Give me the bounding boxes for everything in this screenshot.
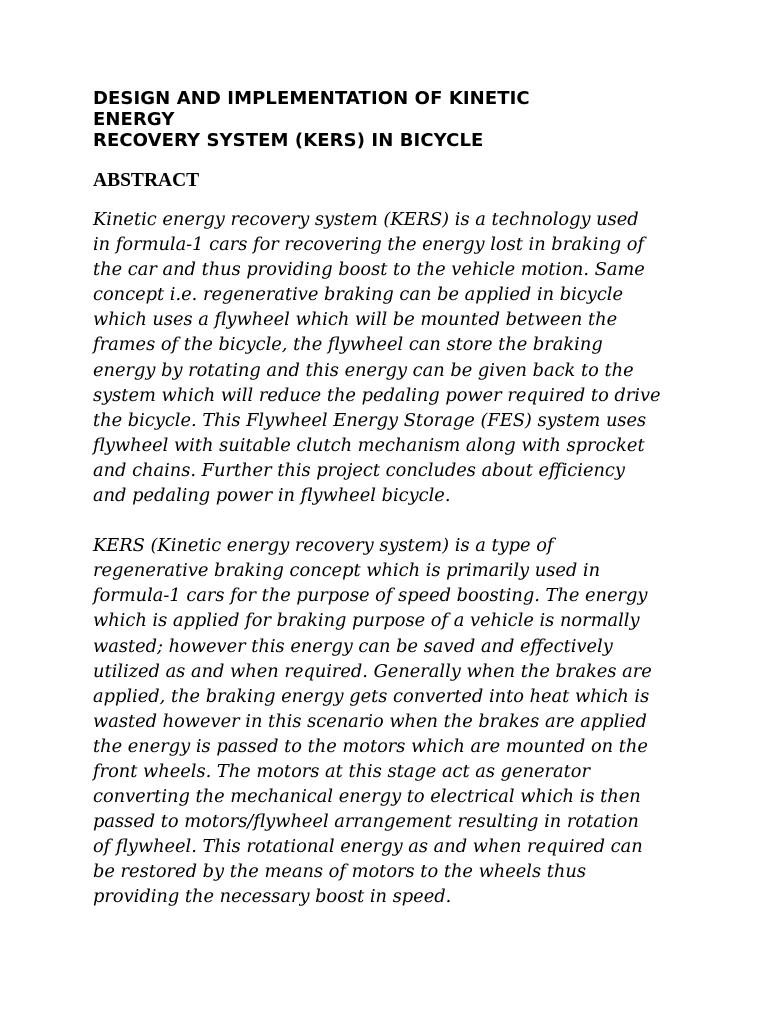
body-paragraph <box>93 533 683 909</box>
text-line: the energy is passed to the motors which are mounted on the <box>93 735 648 757</box>
text-line: which uses a flywheel which will be mounted between the <box>93 309 618 331</box>
title-line: DESIGN AND IMPLEMENTATION OF KINETIC <box>93 88 530 109</box>
text-line: KERS (Kinetic energy recovery system) is a type of <box>93 535 554 557</box>
text-line: formula-1 cars for the purpose of speed boosting. The energy <box>93 585 648 607</box>
text-line: converting the mechanical energy to electrical which is then <box>93 786 641 808</box>
text-line: applied, the braking energy gets converted into heat which is <box>93 685 650 707</box>
text-line: of flywheel. This rotational energy as and when required can <box>93 836 643 858</box>
text-line: flywheel with suitable clutch mechanism along with sprocket <box>93 434 645 456</box>
text-line: system which will reduce the pedaling power required to drive <box>93 384 661 406</box>
text-line: concept i.e. regenerative braking can be applied in bicycle <box>93 284 623 306</box>
text-line: which is applied for braking purpose of a vehicle is normally <box>93 610 640 632</box>
text-line: regenerative braking concept which is primarily used in <box>93 560 601 582</box>
text-line: providing the necessary boost in speed. <box>93 886 452 908</box>
document-page <box>93 88 683 910</box>
title-line: RECOVERY SYSTEM (KERS) IN BICYCLE <box>93 130 484 151</box>
text-line: wasted however in this scenario when the brakes are applied <box>93 710 647 732</box>
title-line: ENERGY <box>93 109 175 130</box>
text-line: Kinetic energy recovery system (KERS) is a technology used <box>93 209 639 230</box>
text-line: passed to motors/flywheel arrangement resulting in rotation <box>93 811 639 833</box>
text-line: the bicycle. This Flywheel Energy Storage (FES) system uses <box>93 409 647 431</box>
abstract-heading: ABSTRACT <box>93 170 200 191</box>
text-line: utilized as and when required. Generally when the brakes are <box>93 660 652 682</box>
text-line: and pedaling power in flywheel bicycle. <box>93 485 451 507</box>
text-line: and chains. Further this project concludes about efficiency <box>93 459 625 481</box>
abstract-paragraph <box>93 207 683 508</box>
text-line: in formula-1 cars for recovering the energy lost in braking of <box>93 234 645 256</box>
text-line: frames of the bicycle, the flywheel can store the braking <box>93 334 603 356</box>
text-line: energy by rotating and this energy can be given back to the <box>93 359 634 381</box>
text-line: front wheels. The motors at this stage act as generator <box>93 760 591 782</box>
document-title <box>93 88 683 151</box>
text-line: the car and thus providing boost to the vehicle motion. Same <box>93 259 645 281</box>
text-line: be restored by the means of motors to the wheels thus <box>93 861 586 883</box>
text-line: wasted; however this energy can be saved and effectively <box>93 635 613 657</box>
